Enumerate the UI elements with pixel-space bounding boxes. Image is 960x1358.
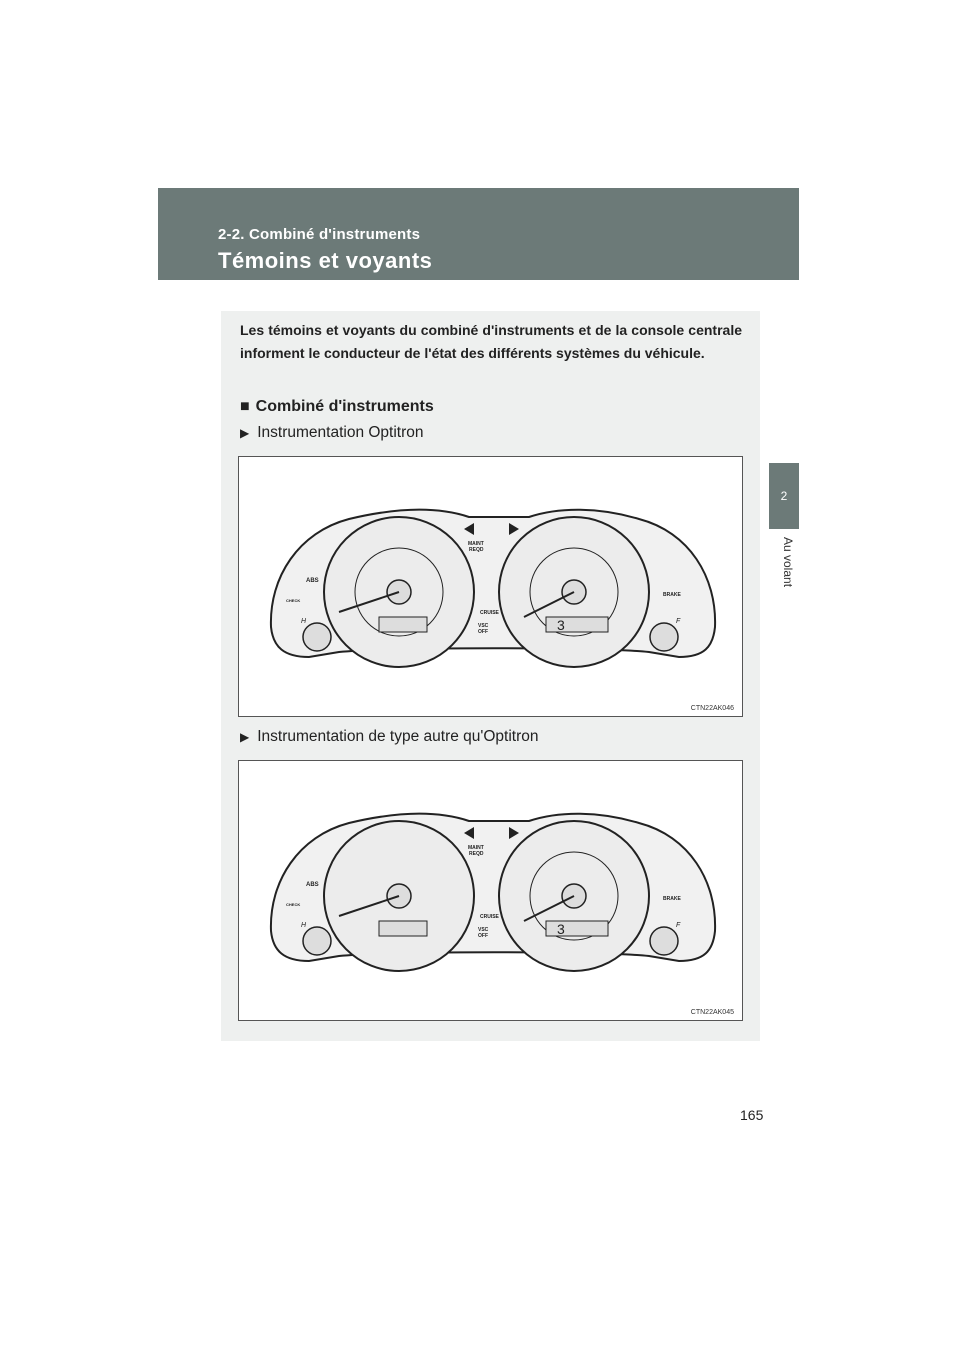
abs-label: ABS [306, 578, 319, 584]
bullet-non-optitron [240, 728, 539, 746]
cruise-label: CRUISE [480, 914, 499, 920]
gear-indicator: 3 [557, 921, 565, 937]
abs-label: ABS [306, 882, 319, 888]
fuel-f-label: F [676, 618, 681, 625]
intro-paragraph: Les témoins et voyants du combiné d'instruments et de la console centrale informent le conducteur de l'état des différents systèmes du véhicule. [240, 322, 742, 361]
instrument-cluster-illustration [239, 761, 742, 1020]
check-label: CHECK [286, 902, 301, 907]
figure-code: CTN22AK045 [690, 1009, 734, 1016]
check-label: CHECK [286, 598, 301, 603]
triangle-arrow-icon: ▶ [240, 730, 250, 744]
subsection-title: Combiné d'instruments [255, 398, 434, 415]
page-title: Témoins et voyants [218, 248, 433, 273]
chapter-tab: 2 [769, 463, 799, 529]
cruise-label: CRUISE [480, 610, 499, 616]
figure-code: CTN22AK046 [690, 705, 734, 712]
reqd-label: REQD [469, 851, 484, 857]
off-label: OFF [478, 629, 488, 635]
square-bullet-icon: ■ [240, 398, 250, 415]
bullet-optitron [240, 424, 424, 442]
bullet-text: Instrumentation Optitron [257, 424, 424, 441]
page-number: 165 [740, 1107, 764, 1123]
vsc-label: VSC [478, 927, 489, 933]
chapter-header [158, 188, 799, 280]
bullet-text: Instrumentation de type autre qu'Optitron [257, 728, 539, 745]
maint-label: MAINT [468, 845, 484, 851]
fuel-f-label: F [676, 922, 681, 929]
section-label: 2-2. Combiné d'instruments [218, 226, 421, 243]
temp-h-label: H [301, 922, 307, 929]
figure-optitron [238, 456, 743, 717]
triangle-arrow-icon: ▶ [240, 426, 250, 440]
vsc-label: VSC [478, 623, 489, 629]
reqd-label: REQD [469, 547, 484, 553]
maint-label: MAINT [468, 541, 484, 547]
instrument-cluster-illustration [239, 457, 742, 716]
gear-indicator: 3 [557, 617, 565, 633]
content-panel [221, 311, 760, 1041]
subsection-heading [240, 398, 434, 416]
brake-label: BRAKE [663, 592, 681, 598]
chapter-tab-label: Au volant [781, 537, 795, 588]
temp-h-label: H [301, 618, 307, 625]
brake-label: BRAKE [663, 896, 681, 902]
off-label: OFF [478, 933, 488, 939]
figure-non-optitron [238, 760, 743, 1021]
